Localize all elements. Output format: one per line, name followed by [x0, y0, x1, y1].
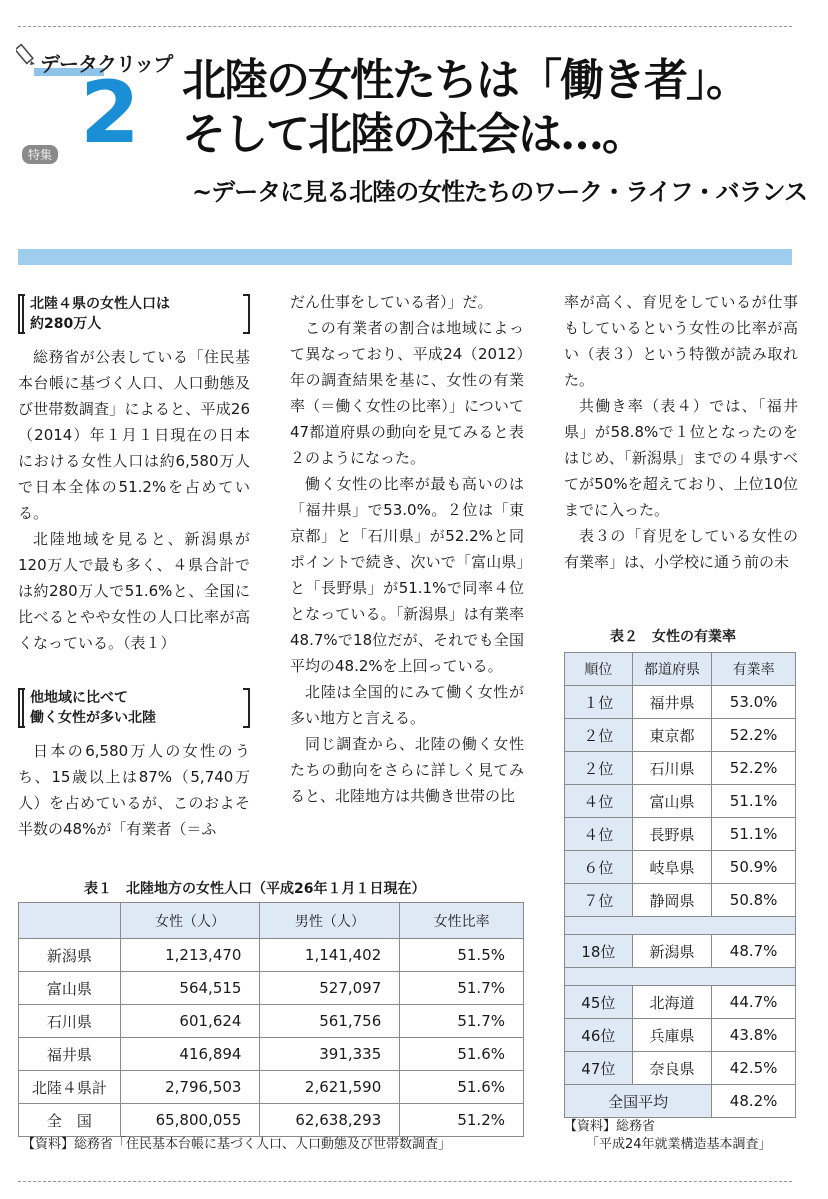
page-subtitle: ~データに見る北陸の女性たちのワーク・ライフ・バランス [192, 177, 807, 206]
table1-title: 表１ 北陸地方の女性人口（平成26年１月１日現在） [84, 881, 426, 897]
table2-source: 【資料】総務省 「平成24年就業構造基本調査」 [564, 1119, 772, 1152]
table-row: 46位 兵庫県 43.8% [565, 1019, 796, 1052]
paragraph: 日本の6,580万人の女性のうち、15歳以上は87%（5,740万人）を占めているが、このおよそ半数の48%が「有業者（＝ふ [18, 742, 250, 838]
paragraph: 北陸地域を見ると、新潟県が120万人で最も多く、４県合計では約280万人で51.6%と、全国に比べるとやや女性の人口比率が高くなっている。（表１） [18, 530, 250, 652]
table-row: ６位 岐阜県 50.9% [565, 851, 796, 884]
top-dashed-rule [18, 26, 792, 27]
table-row: ４位 富山県 51.1% [565, 785, 796, 818]
table-header: 都道府県 [632, 653, 712, 686]
table-gap-row [565, 968, 796, 986]
table2-employment-rate [564, 652, 796, 1118]
pencil-icon [16, 42, 42, 68]
table-row: 石川県 601,624 561,756 51.7% [19, 1005, 524, 1038]
table-header: 有業率 [712, 653, 796, 686]
table-row: 富山県 564,515 527,097 51.7% [19, 972, 524, 1005]
feature-tag: 特集 [22, 145, 58, 164]
table-row: 45位 北海道 44.7% [565, 986, 796, 1019]
paragraph: だん仕事をしている者）」だ。 [290, 293, 493, 311]
table-row: 47位 奈良県 42.5% [565, 1052, 796, 1085]
paragraph: 率が高く、育児をしているが仕事もしているという女性の比率が高い（表３）という特徴が読み取れた。 [564, 293, 798, 389]
headline-line2: そして北陸の社会は…。 [182, 109, 644, 160]
table-row: ２位 石川県 52.2% [565, 752, 796, 785]
table1-source: 【資料】総務省「住民基本台帳に基づく人口、人口動態及び世帯数調査」 [22, 1137, 452, 1152]
paragraph: 働く女性の比率が最も高いのは「福井県」で53.0%。２位は「東京都」と「石川県」が52.2%と同ポイントで続き、次いで「富山県」と「長野県」が51.1%で同率４位となっている。「新潟県」は有業率48.7%で18位だが、それでも全国平均の48.2%を上回っている。 [290, 475, 524, 675]
column-2 [290, 289, 524, 809]
paragraph: 同じ調査から、北陸の働く女性たちの動向をさらに詳しく見てみると、北陸地方は共働き世帯の比 [290, 735, 524, 805]
table-row: 福井県 416,894 391,335 51.6% [19, 1038, 524, 1071]
table-row: ７位 静岡県 50.8% [565, 884, 796, 917]
column-1 [18, 292, 250, 842]
table-header: 女性比率 [400, 903, 524, 939]
headline-line1: 北陸の女性たちは「働き者」。 [182, 55, 748, 106]
table-row: 全 国 65,800,055 62,638,293 51.2% [19, 1104, 524, 1137]
paragraph: 総務省が公表している「住民基本台帳に基づく人口、人口動態及び世帯数調査」によると、平成26（2014）年１月１日現在の日本における女性人口は約6,580万人で日本全体の51.2%を占めている。 [18, 348, 250, 522]
table-row: １位 福井県 53.0% [565, 686, 796, 719]
table-row: ２位 東京都 52.2% [565, 719, 796, 752]
clip-label: データクリップ [40, 52, 173, 76]
table-row: 新潟県 1,213,470 1,141,402 51.5% [19, 939, 524, 972]
table-average-row: 全国平均 48.2% [565, 1085, 796, 1118]
paragraph: この有業者の割合は地域によって異なっており、平成24（2012）年の調査結果を基に、女性の有業率（＝働く女性の比率）」について47都道府県の動向を見てみると表２のようになった。 [290, 319, 524, 467]
column-3 [564, 289, 798, 575]
table-header: 男性（人） [260, 903, 400, 939]
page-title [182, 54, 748, 162]
section-heading-population: 北陸４県の女性人口は 約280万人 [18, 292, 250, 336]
header-band [18, 249, 792, 265]
table1-female-population [18, 902, 524, 1137]
paragraph: 共働き率（表４）では、「福井県」が58.8%で１位となったのをはじめ、「新潟県」までの４県すべてが50%を超えており、上位10位までに入った。 [564, 397, 798, 519]
paragraph: 表３の「育児をしている女性の有業率」は、小学校に通う前の未 [564, 527, 798, 571]
bottom-dashed-rule [18, 1181, 792, 1182]
table-header [19, 903, 121, 939]
table2-title: 表２ 女性の有業率 [610, 629, 736, 645]
feature-number: 2 [80, 63, 140, 163]
data-clip-badge [14, 42, 174, 162]
table-row: ４位 長野県 51.1% [565, 818, 796, 851]
table-header: 順位 [565, 653, 633, 686]
table-header: 女性（人） [120, 903, 260, 939]
table-row: 北陸４県計 2,796,503 2,621,590 51.6% [19, 1071, 524, 1104]
section-heading-working-women: 他地域に比べて 働く女性が多い北陸 [18, 686, 250, 730]
table-row: 18位 新潟県 48.7% [565, 935, 796, 968]
table-gap-row [565, 917, 796, 935]
paragraph: 北陸は全国的にみて働く女性が多い地方と言える。 [290, 683, 524, 727]
